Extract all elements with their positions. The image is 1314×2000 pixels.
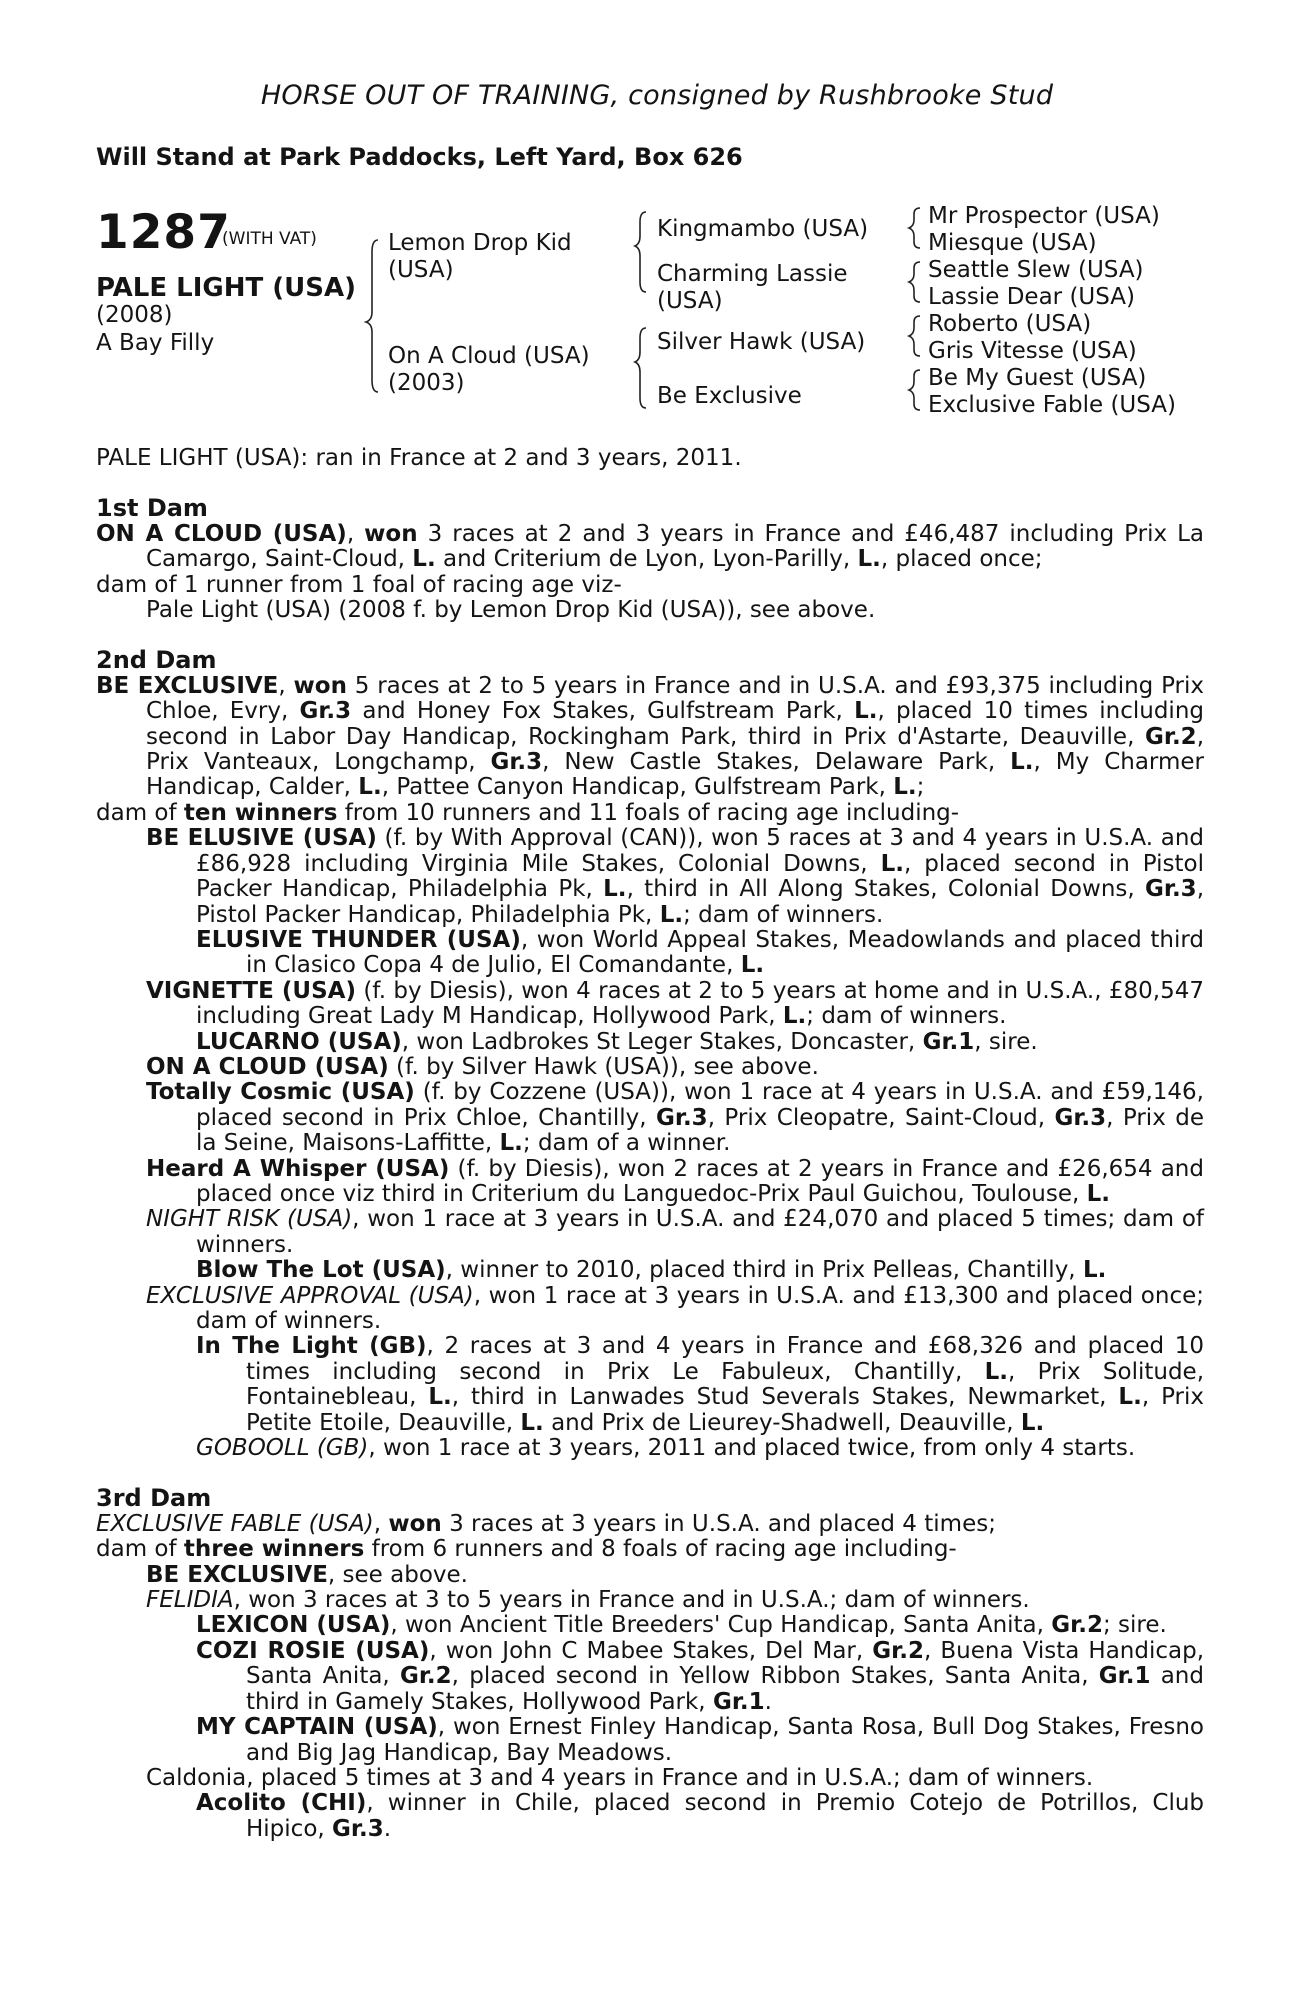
ggp-4: Lassie Dear (USA)	[928, 284, 1135, 310]
produce-name: BE ELUSIVE (USA)	[146, 825, 377, 852]
entry-text: , won 1 race at 3 years in U.S.A. and £24,070 and placed 5 times; dam of winners.	[196, 1206, 1204, 1258]
entry-text: , winner to 2010, placed third in Prix Pelleas, Chantilly,	[445, 1257, 1083, 1284]
produce-cozi-rosie	[96, 1639, 1204, 1715]
entry-text: , New Castle Stakes, Delaware Park,	[542, 749, 1011, 776]
entry-text: (f. by With Approval (CAN)), won 5 races at 3 and 4 years in U.S.A. and £86,928 including Virginia Mile Stakes, Colonial Downs,	[196, 825, 1204, 877]
grade-mark: Gr.3	[490, 749, 543, 776]
listed-mark: L.	[499, 1130, 523, 1157]
produce-name: COZI ROSIE (USA)	[196, 1637, 430, 1664]
listed-mark: L.	[1010, 749, 1034, 776]
entry-text: (f. by Diesis), won 2 races at 2 years in France and £26,654 and placed once viz third in Criterium du Languedoc-Prix Paul Guichou, Toulouse,	[196, 1155, 1204, 1207]
third-dam-entry: EXCLUSIVE FABLE (USA), won 3 races at 3 years in U.S.A. and placed 4 times;	[96, 1510, 996, 1537]
listed-mark: L.	[659, 901, 684, 928]
produce-lexicon	[96, 1613, 1204, 1638]
entry-text: , winner in Chile, placed second in Premio Cotejo de Potrillos, Club Hipico,	[246, 1790, 1205, 1842]
first-dam-text: and Criterium de Lyon, Lyon-Parilly,	[435, 546, 858, 573]
entry-text: (f. by Silver Hawk (USA)), see above.	[388, 1053, 819, 1080]
first-dam-produce: Pale Light (USA) (2008 f. by Lemon Drop Kid (USA)), see above.	[146, 597, 876, 624]
sire-dam-country: (USA)	[657, 288, 723, 314]
entry-text: , won Ancient Title Breeders' Cup Handicap, Santa Anita,	[390, 1612, 1052, 1639]
stand-location: Will Stand at Park Paddocks, Left Yard, Box 626	[96, 143, 743, 171]
listed-mark: L.	[1118, 1384, 1142, 1411]
entry-text: , Prix Cleopatre, Saint-Cloud,	[707, 1104, 1055, 1131]
winners-count: three winners	[183, 1536, 365, 1563]
winners-count: ten winners	[183, 799, 338, 826]
sire-sire: Kingmambo (USA)	[657, 216, 869, 242]
entry-text: ; dam of a winner.	[522, 1130, 731, 1157]
second-dam-heading: 2nd Dam	[96, 646, 217, 675]
entry-text: 3 races at 3 years in U.S.A. and placed 4 times;	[441, 1510, 996, 1537]
produce-name: ON A CLOUD (USA)	[146, 1053, 389, 1080]
entry-text: .	[383, 1815, 392, 1842]
entry-text: , My Charmer Handicap, Calder,	[146, 749, 1204, 801]
produce-name: EXCLUSIVE APPROVAL (USA)	[146, 1282, 474, 1309]
catalogue-text	[96, 446, 1204, 1842]
entry-text: from 6 runners and 8 foals of racing age including-	[364, 1536, 957, 1563]
ggp-6: Gris Vitesse (USA)	[928, 338, 1137, 364]
entry-text: , Buena Vista Handicap, Santa Anita,	[246, 1637, 1205, 1690]
produce-name: In The Light (GB)	[196, 1333, 427, 1360]
entry-text: , Prix Vanteaux, Longchamp,	[146, 723, 1204, 776]
third-dam-name: EXCLUSIVE FABLE (USA)	[96, 1510, 374, 1537]
listed-mark: L.	[782, 1003, 807, 1030]
listed-mark: L.	[520, 1409, 544, 1436]
first-dam-name: ON A CLOUD (USA)	[96, 520, 347, 547]
produce-lucarno	[96, 1030, 1204, 1055]
listed-mark: L.	[603, 876, 627, 903]
produce-heard-a-whisper	[96, 1157, 1204, 1208]
listed-mark: L.	[1020, 1409, 1045, 1436]
entry-text: , won Ernest Finley Handicap, Santa Rosa, Bull Dog Stakes, Fresno and Big Jag Handicap, Bay Meadows.	[246, 1714, 1205, 1766]
dam-name: On A Cloud (USA)	[388, 343, 590, 369]
entry-text: , sire.	[974, 1028, 1038, 1055]
listed-mark: L.	[984, 1358, 1009, 1385]
produce-be-exclusive	[96, 1563, 1204, 1588]
entry-text: and Honey Fox Stakes, Gulfstream Park,	[351, 698, 855, 725]
grade-mark: Gr.2	[399, 1663, 452, 1690]
sire-country: (USA)	[388, 257, 454, 283]
produce-name: GOBOOLL (GB)	[196, 1435, 369, 1462]
entry-text: .	[764, 1688, 772, 1715]
grade-mark: Gr.3	[299, 698, 352, 725]
listed-mark: L.	[893, 774, 917, 801]
listed-mark: L.	[428, 1384, 452, 1411]
listed-mark: L.	[740, 952, 765, 979]
entry-text: , Prix Petite Etoile, Deauville,	[246, 1384, 1205, 1436]
summary-line: PALE LIGHT (USA): ran in France at 2 and 3 years, 2011.	[96, 445, 742, 471]
grade-mark: Gr.2	[1051, 1612, 1103, 1639]
listed-mark: L.	[880, 850, 904, 877]
produce-be-elusive	[96, 826, 1204, 928]
first-dam-text: 3 races at 2 and 3 years in France and £46,487 including Prix La Camargo, Saint-Cloud,	[146, 520, 1205, 573]
produce-blow-the-lot	[96, 1258, 1204, 1283]
entry-text: , won 3 races at 3 to 5 years in France and in U.S.A.; dam of winners.	[233, 1587, 1030, 1614]
entry-text: 5 races at 2 to 5 years in France and in U.S.A. and £93,375 including Prix Chloe, Evry,	[146, 672, 1205, 725]
entry-text: , third in All Along Stakes, Colonial Downs,	[626, 876, 1145, 903]
entry-text: , won 1 race at 3 years in U.S.A. and £13,300 and placed once; dam of winners.	[196, 1282, 1204, 1334]
listed-mark: L.	[412, 546, 436, 573]
first-dam-produce-summary: dam of 1 runner from 1 foal of racing age viz-	[96, 571, 622, 598]
entry-text: and third in Gamely Stakes, Hollywood Park,	[246, 1663, 1204, 1715]
entry-text: and Prix de Lieurey-Shadwell, Deauville,	[543, 1409, 1021, 1436]
ggp-3: Seattle Slew (USA)	[928, 257, 1144, 283]
horse-name: PALE LIGHT (USA)	[96, 273, 357, 303]
entry-text: dam of	[96, 799, 184, 826]
entry-text: , Prix de la Seine, Maisons-Laffitte,	[196, 1104, 1204, 1157]
grade-mark: Gr.1	[1098, 1663, 1151, 1690]
produce-name: NIGHT RISK (USA)	[146, 1206, 353, 1233]
produce-name: Blow The Lot (USA)	[196, 1257, 446, 1284]
horse-year: (2008)	[96, 302, 173, 328]
produce-name: MY CAPTAIN (USA)	[196, 1714, 438, 1741]
entry-text: , placed second in Pistol Packer Handicap, Philadelphia Pk,	[196, 850, 1204, 903]
lot-number: 1287	[96, 205, 231, 260]
first-dam-entry: ON A CLOUD (USA), won 3 races at 2 and 3 years in France and £46,487 including Prix La Camargo, Saint-Cloud, L. and Criterium de Lyon, Lyon-Parilly, L., placed once;	[96, 520, 1205, 573]
produce-felidia	[96, 1588, 1204, 1613]
first-dam-heading: 1st Dam	[96, 494, 208, 523]
ggp-7: Be My Guest (USA)	[928, 365, 1147, 391]
entry-text: ; sire.	[1102, 1612, 1167, 1639]
produce-in-the-light	[96, 1334, 1204, 1436]
entry-text: (f. by Diesis), won 4 races at 2 to 5 years at home and in U.S.A., £80,547 including Great Lady M Handicap, Hollywood Park,	[196, 977, 1204, 1030]
entry-text: from 10 runners and 11 foals of racing age including-	[337, 799, 960, 826]
entry-text: , placed second in Yellow Ribbon Stakes, Santa Anita,	[451, 1663, 1099, 1690]
entry-text: , third in Lanwades Stud Severals Stakes, Newmarket,	[451, 1384, 1119, 1411]
grade-mark: Gr.3	[656, 1104, 708, 1131]
entry-text: , placed 10 times including second in Labor Day Handicap, Rockingham Park, third in Prix d'Astarte, Deauville,	[146, 698, 1204, 750]
sire-dam: Charming Lassie	[657, 261, 848, 287]
third-dam-produce-summary	[96, 1537, 1204, 1562]
produce-name: FELIDIA	[146, 1587, 234, 1614]
produce-name: LEXICON (USA)	[196, 1612, 391, 1639]
produce-name: LUCARNO (USA)	[196, 1028, 402, 1055]
entry-text: dam of	[96, 1536, 184, 1563]
produce-totally-cosmic	[96, 1080, 1204, 1156]
second-dam-produce-summary	[96, 801, 1204, 826]
listed-mark: L.	[1082, 1257, 1107, 1284]
sire-name: Lemon Drop Kid	[388, 230, 572, 256]
produce-name: BE EXCLUSIVE	[146, 1561, 328, 1588]
produce-acolito	[96, 1791, 1204, 1842]
listed-mark: L.	[857, 546, 881, 573]
entry-text: , Prix Solitude, Fontainebleau,	[246, 1358, 1205, 1411]
listed-mark: L.	[1086, 1180, 1111, 1207]
second-dam-name: BE EXCLUSIVE	[96, 672, 279, 699]
page-title: HORSE OUT OF TRAINING, consigned by Rushbrooke Stud	[260, 80, 1054, 111]
listed-mark: L.	[358, 774, 382, 801]
produce-name: Heard A Whisper (USA)	[146, 1155, 450, 1182]
horse-description: A Bay Filly	[96, 330, 215, 356]
entry-text: ; dam of winners.	[683, 901, 884, 928]
won-label: won	[293, 672, 347, 699]
ggp-1: Mr Prospector (USA)	[928, 203, 1160, 229]
grade-mark: Gr.3	[1054, 1104, 1107, 1131]
third-dam-heading: 3rd Dam	[96, 1484, 212, 1513]
won-label: won	[364, 520, 418, 547]
entry-text: , won Ladbrokes St Leger Stakes, Doncaster,	[401, 1028, 923, 1055]
grade-mark: Gr.3	[1145, 876, 1197, 903]
produce-name: Totally Cosmic (USA)	[146, 1079, 415, 1106]
produce-my-captain	[96, 1715, 1204, 1766]
dam-sire: Silver Hawk (USA)	[657, 329, 866, 355]
produce-on-a-cloud	[96, 1055, 1204, 1080]
grade-mark: Gr.3	[332, 1815, 384, 1842]
grade-mark: Gr.2	[1145, 723, 1197, 750]
grade-mark: Gr.1	[712, 1688, 765, 1715]
dam-dam: Be Exclusive	[657, 383, 802, 409]
won-label: won	[388, 1510, 442, 1537]
entry-text: (f. by Cozzene (USA)), won 1 race at 4 years in U.S.A. and £59,146, placed second in Prix Chloe, Chantilly,	[196, 1079, 1204, 1131]
produce-gobooll	[96, 1436, 1204, 1461]
vat-note: (WITH VAT)	[222, 229, 317, 249]
ggp-5: Roberto (USA)	[928, 311, 1092, 337]
grade-mark: Gr.1	[922, 1028, 975, 1055]
produce-name: VIGNETTE (USA)	[146, 977, 356, 1004]
listed-mark: L.	[854, 698, 878, 725]
first-dam-text: , placed once;	[880, 546, 1043, 573]
entry-text: , won John C Mabee Stakes, Del Mar,	[429, 1637, 873, 1664]
entry-text: , 2 races at 3 and 4 years in France and £68,326 and placed 10 times including second in Prix Le Fabuleux, Chantilly,	[246, 1333, 1205, 1385]
entry-text: , Pistol Packer Handicap, Philadelphia Pk,	[196, 876, 1204, 928]
produce-name: ELUSIVE THUNDER (USA)	[196, 926, 521, 953]
ggp-8: Exclusive Fable (USA)	[928, 392, 1177, 418]
produce-vignette	[96, 979, 1204, 1030]
produce-elusive-thunder	[96, 928, 1204, 979]
ggp-2: Miesque (USA)	[928, 230, 1097, 256]
entry-text: , see above.	[327, 1561, 468, 1588]
entry-text: ; dam of winners.	[806, 1003, 1007, 1030]
grade-mark: Gr.2	[872, 1637, 924, 1664]
produce-caldonia: Caldonia, placed 5 times at 3 and 4 years in France and in U.S.A.; dam of winners.	[146, 1764, 1094, 1791]
produce-name: Acolito (CHI)	[196, 1790, 367, 1817]
dam-year: (2003)	[388, 370, 465, 396]
produce-night-risk	[96, 1207, 1204, 1258]
entry-text: ;	[916, 774, 925, 801]
entry-text: , Pattee Canyon Handicap, Gulfstream Park,	[381, 774, 894, 801]
entry-text: , won World Appeal Stakes, Meadowlands and placed third in Clasico Copa 4 de Julio, El Comandante,	[246, 926, 1204, 979]
entry-text: , won 1 race at 3 years, 2011 and placed twice, from only 4 starts.	[368, 1435, 1136, 1462]
produce-exclusive-approval	[96, 1284, 1204, 1335]
second-dam-entry: BE EXCLUSIVE, won 5 races at 2 to 5 years in France and in U.S.A. and £93,375 including Prix Chloe, Evry, Gr.3 and Honey Fox Stakes, Gulfstream Park, L., placed 10 times including second in Labor Day Handicap, Rockingham Park, third in Prix d'Astarte, Deauville, Gr.2, Prix Vanteaux, Longchamp, Gr.3, New Castle Stakes, Delaware Park, L., My Charmer Handicap, Calder, L., Pattee Canyon Handicap, Gulfstream Park, L.;	[96, 672, 1205, 801]
